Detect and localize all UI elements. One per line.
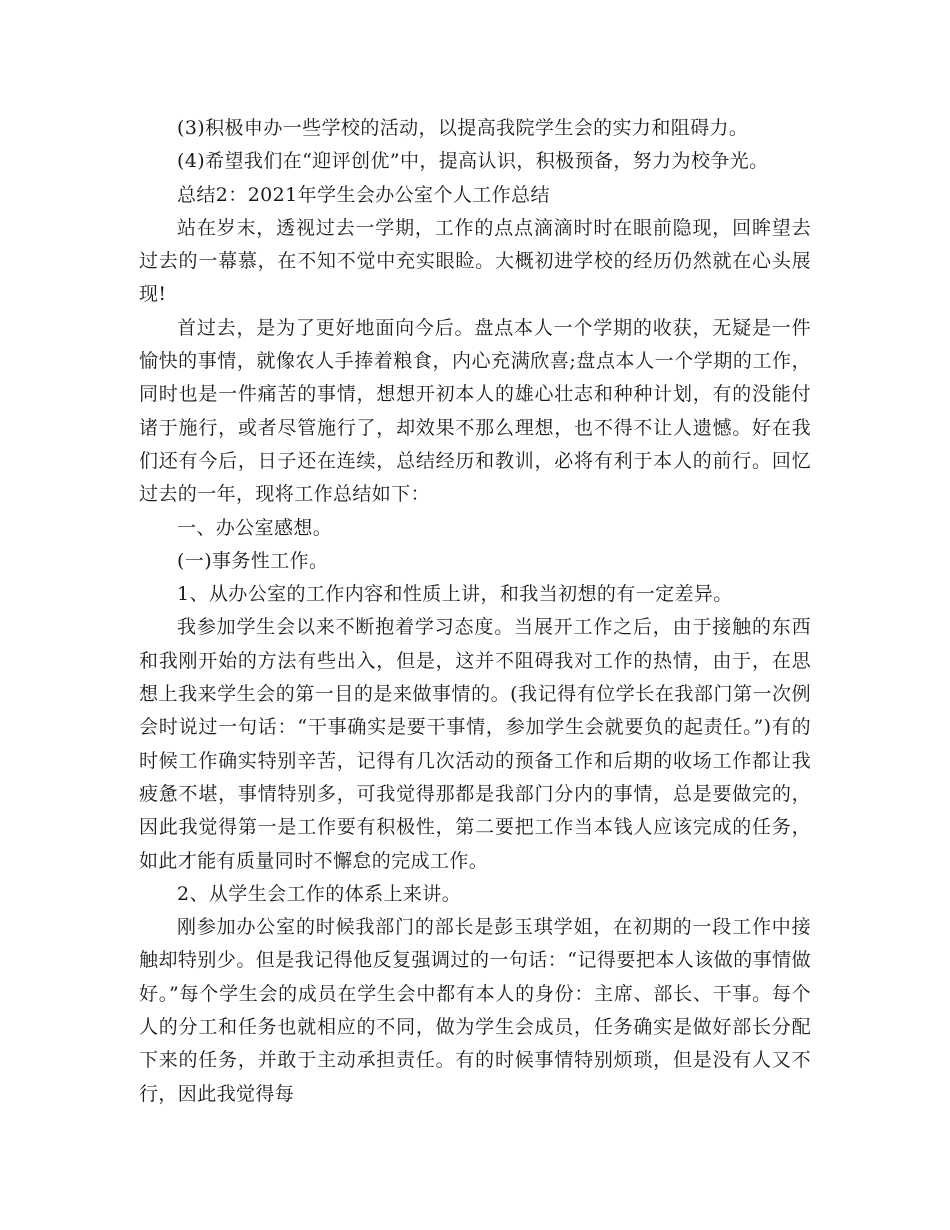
paragraph: 2、从学生会工作的体系上来讲。 (177, 882, 462, 905)
paragraph: 刚参加办公室的时候我部门的部长是彭玉琪学姐，在初期的一段工作中接触却特别少。但是我记得他反复强调过的一句话：“记得要把本人该做的事情做好。”每个学生会的成员在学生会中都有本人的身份：主席、部长、干事。每个人的分工和任务也就相应的不同，做为学生会成员，任务确实是做好部长分配下来的任务，并敢于主动承担责任。有的时候事情特别烦琐，但是没有人又不行，因此我觉得每 (139, 916, 811, 1105)
paragraph: 我参加学生会以来不断抱着学习态度。当展开工作之后，由于接触的东西和我刚开始的方法有些出入，但是，这并不阻碍我对工作的热情，由于，在思想上我来学生会的第一目的是来做事情的。(我记得有位学长在我部门第一次例会时说过一句话：“干事确实是要干事情，参加学生会就要负的起责任。”)有的时候工作确实特别辛苦，记得有几次活动的预备工作和后期的收场工作都让我疲惫不堪，事情特别多，可我觉得那都是我部门分内的事情，总是要做完的，因此我觉得第一是工作要有积极性，第二要把工作当本钱人应该完成的任务，如此才能有质量同时不懈怠的完成工作。 (139, 616, 811, 872)
document-body (139, 112, 811, 1111)
paragraph: (4)希望我们在“迎评创优”中，提高认识，积极预备，努力为校争光。 (177, 150, 769, 173)
paragraph: (3)积极申办一些学校的活动，以提高我院学生会的实力和阻碍力。 (177, 117, 749, 139)
subsection-heading: (一)事务性工作。 (177, 549, 329, 572)
paragraph: 1、从办公室的工作内容和性质上讲，和我当初想的有一定差异。 (177, 583, 733, 606)
paragraph: 首过去，是为了更好地面向今后。盘点本人一个学期的收获，无疑是一件愉快的事情，就像农人手捧着粮食，内心充满欣喜;盘点本人一个学期的工作，同时也是一件痛苦的事情，想想开初本人的雄心壮志和种种计划，有的没能付诸于施行，或者尽管施行了，却效果不那么理想，也不得不让人遗憾。好在我们还有今后，日子还在连续，总结经历和教训，必将有利于本人的前行。回忆过去的一年，现将工作总结如下： (139, 316, 811, 506)
section-heading: 一、办公室感想。 (177, 516, 333, 539)
paragraph: 站在岁末，透视过去一学期，工作的点点滴滴时时在眼前隐现，回眸望去过去的一幕慕，在不知不觉中充实眼睑。大概初进学校的经历仍然就在心头展现! (139, 216, 811, 306)
section-heading: 总结2：2021年学生会办公室个人工作总结 (177, 183, 550, 206)
